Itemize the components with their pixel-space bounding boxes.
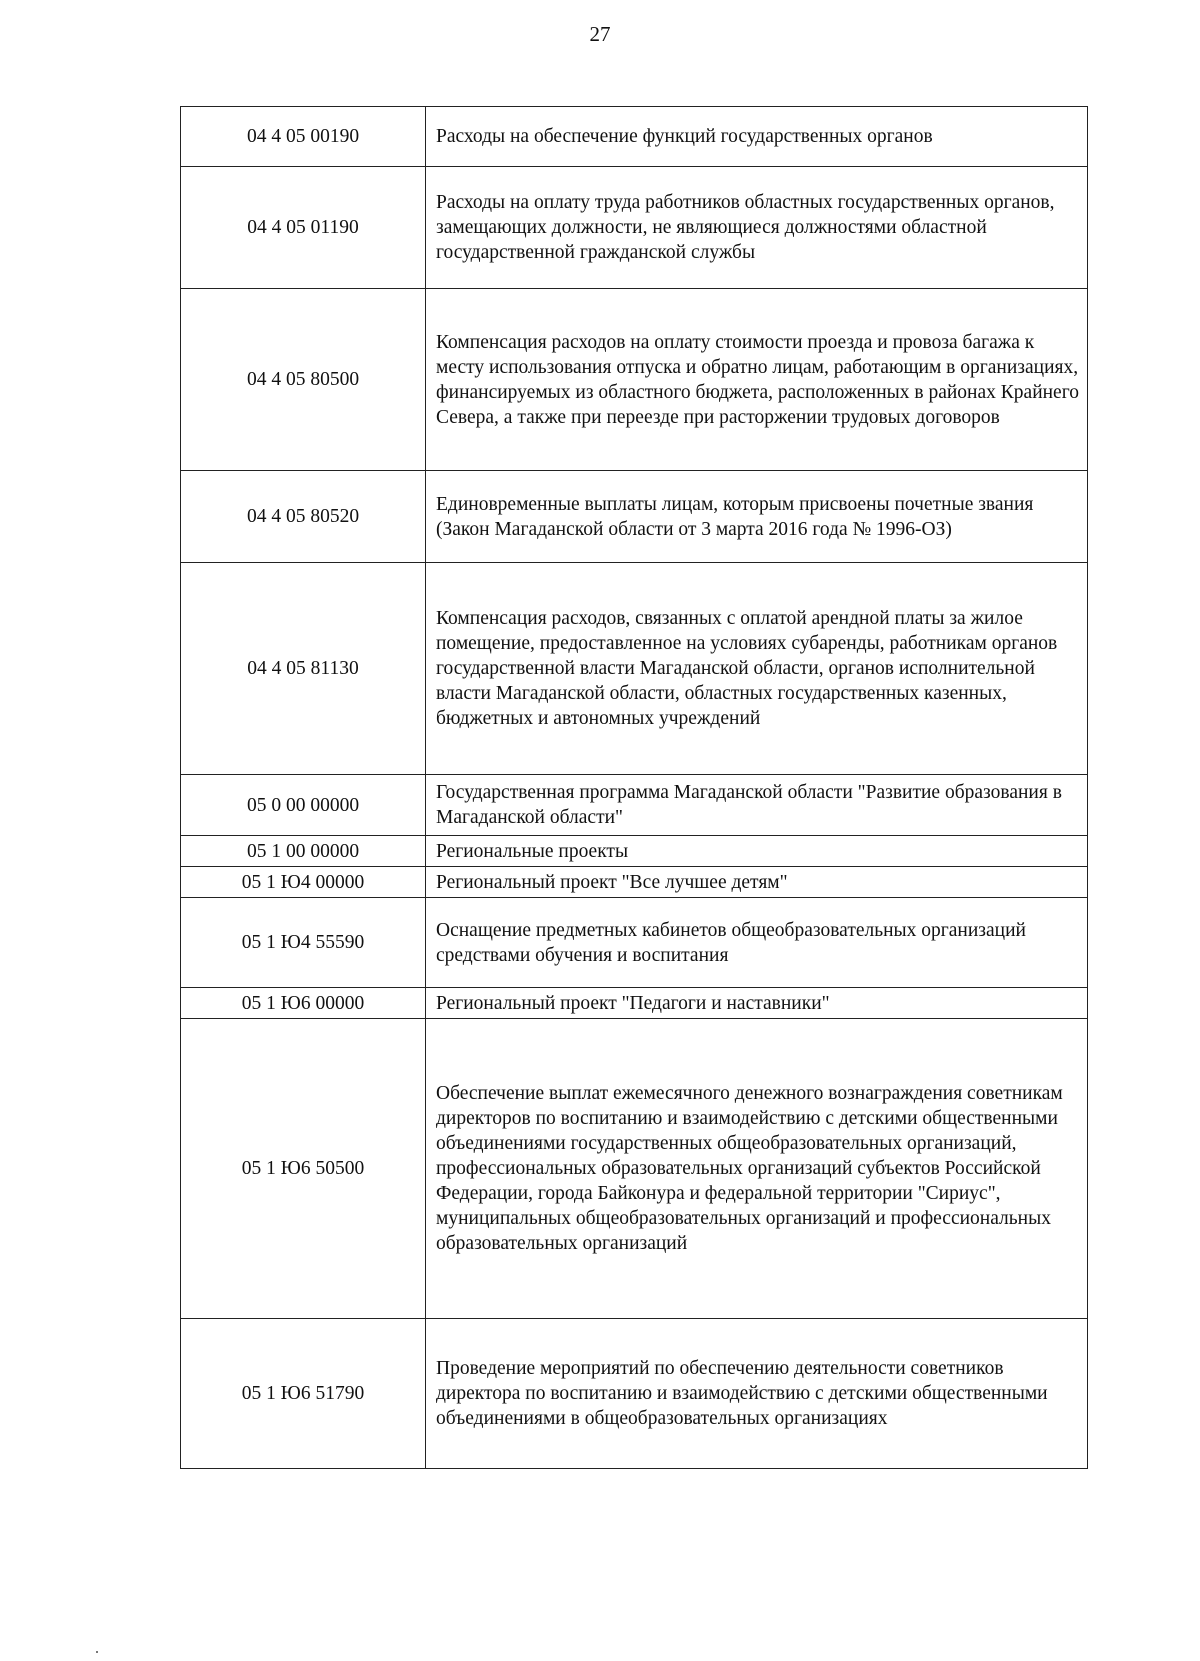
code-cell: 05 1 Ю6 51790 [181, 1319, 426, 1469]
description-cell: Компенсация расходов на оплату стоимости проезда и провоза багажа к месту использования отпуска и обратно лицам, работающим в организациях, финансируемых из областного бюджета, расположенных в районах Крайнего Севера, а также при переезде при расторжении трудовых договоров [426, 289, 1088, 471]
code-cell: 05 1 Ю6 50500 [181, 1019, 426, 1319]
description-cell: Расходы на оплату труда работников областных государственных органов, замещающих должности, не являющиеся должностями областной государственной гражданской службы [426, 167, 1088, 289]
description-cell: Проведение мероприятий по обеспечению деятельности советников директора по воспитанию и взаимодействию с детскими общественными объединениями в общеобразовательных организациях [426, 1319, 1088, 1469]
description-cell: Расходы на обеспечение функций государственных органов [426, 107, 1088, 167]
table-row [181, 775, 1088, 836]
code-cell: 04 4 05 81130 [181, 563, 426, 775]
budget-classification-table [180, 106, 1088, 1469]
table-row [181, 563, 1088, 775]
code-cell: 04 4 05 01190 [181, 167, 426, 289]
description-cell: Единовременные выплаты лицам, которым присвоены почетные звания (Закон Магаданской области от 3 марта 2016 года № 1996-ОЗ) [426, 471, 1088, 563]
table-row [181, 1019, 1088, 1319]
table-row [181, 167, 1088, 289]
scan-artifact [96, 1651, 98, 1653]
description-cell: Оснащение предметных кабинетов общеобразовательных организаций средствами обучения и воспитания [426, 898, 1088, 988]
table-row [181, 988, 1088, 1019]
code-cell: 04 4 05 80520 [181, 471, 426, 563]
table-row [181, 471, 1088, 563]
code-cell: 05 1 00 00000 [181, 836, 426, 867]
description-cell: Региональный проект "Все лучшее детям" [426, 867, 1088, 898]
description-cell: Региональный проект "Педагоги и наставники" [426, 988, 1088, 1019]
page-number: 27 [589, 22, 611, 46]
code-cell: 05 1 Ю4 00000 [181, 867, 426, 898]
code-cell: 04 4 05 00190 [181, 107, 426, 167]
description-cell: Обеспечение выплат ежемесячного денежного вознаграждения советникам директоров по воспитанию и взаимодействию с детскими общественными объединениями государственных общеобразовательных организаций, профессиональных образовательных организаций субъектов Российской Федерации, города Байконура и федеральной территории "Сириус", муниципальных общеобразовательных организаций и профессиональных образовательных организаций [426, 1019, 1088, 1319]
table-row [181, 867, 1088, 898]
description-cell: Государственная программа Магаданской области "Развитие образования в Магаданской области" [426, 775, 1088, 836]
table-row [181, 289, 1088, 471]
description-cell: Компенсация расходов, связанных с оплатой арендной платы за жилое помещение, предоставленное на условиях субаренды, работникам органов государственной власти Магаданской области, органов исполнительной власти Магаданской области, областных государственных казенных, бюджетных и автономных учреждений [426, 563, 1088, 775]
table-row [181, 898, 1088, 988]
code-cell: 05 1 Ю6 00000 [181, 988, 426, 1019]
table-row [181, 836, 1088, 867]
description-cell: Региональные проекты [426, 836, 1088, 867]
code-cell: 04 4 05 80500 [181, 289, 426, 471]
table-row [181, 1319, 1088, 1469]
code-cell: 05 0 00 00000 [181, 775, 426, 836]
code-cell: 05 1 Ю4 55590 [181, 898, 426, 988]
table-row [181, 107, 1088, 167]
